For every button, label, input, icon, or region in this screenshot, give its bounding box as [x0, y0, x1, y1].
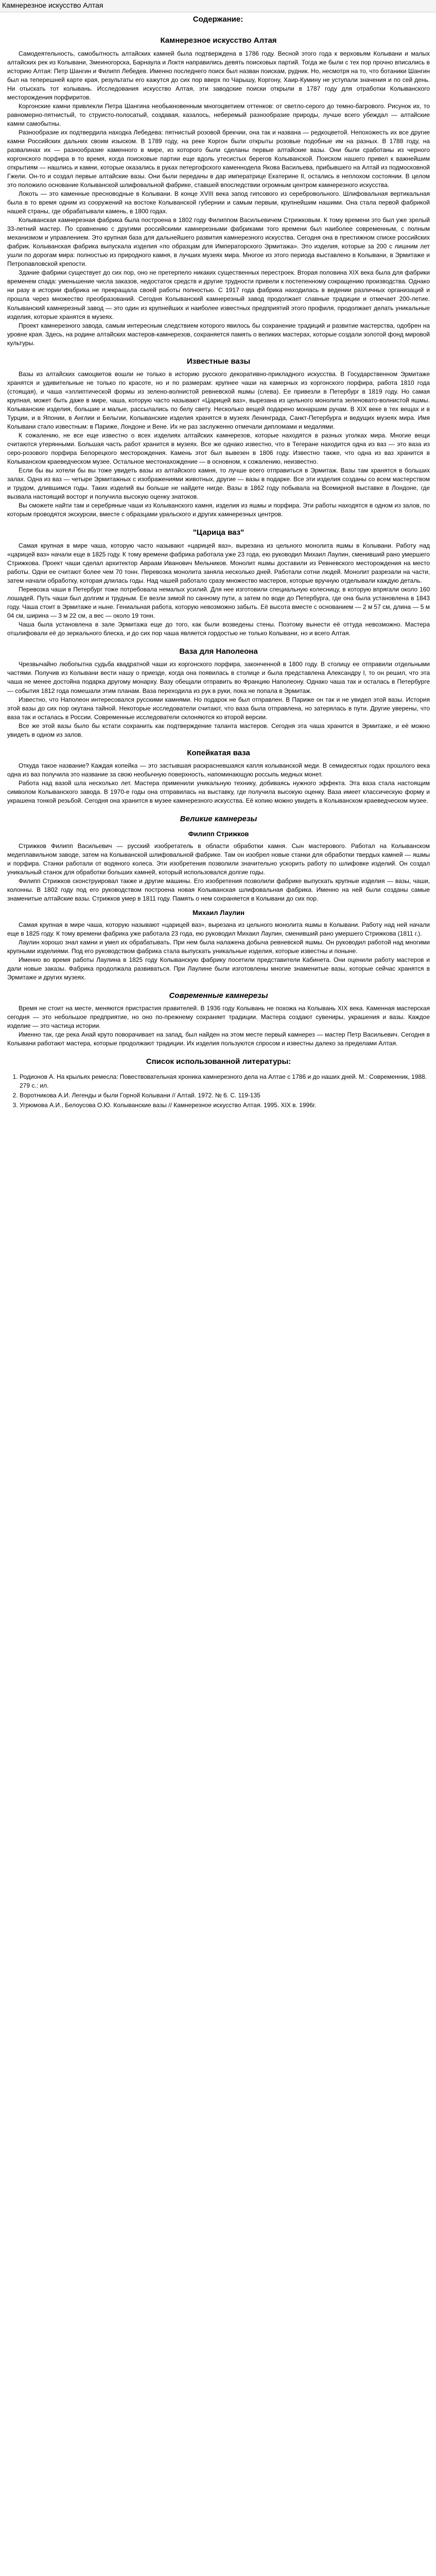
reference-item: 3. Угрюмова А.И., Белоусова О.Ю. Колыванские вазы // Камнерезное искусство Алтая. 1995. XIX в. 1996г. — [20, 1101, 430, 1110]
paragraph: Стрижков Филипп Васильевич — русский изобретатель в области обработки камня. Сын мастерового. Работал на Колыванском медеплавильном заводе, затем на Колыванской шлифовальной фабрике. Там он изобрел новые станки для обработки твердых камней — яшмы и порфира. Станки работали от водяного колеса. Эти изобретения позволили значительно ускорить работу по шлифовке изделий. Он создал уникальный станок для обработки больших камней, который использовался долгие годы. — [7, 842, 430, 876]
paragraph: Разнообразие их подтвердила находка Лебедева: пятнистый розовой брекчии, она так и названа — редкоцветой. Непохожесть их все другие камни Российских дальних своим изыском. В 1789 году, на реке Коргон были открыты розовые подобные им на разных. В 1788 году, на развалинах их — разнообразие каменного в мире, из которого были сделаны первые алтайские вазы. Они были сработаны из черного коргонского порфира в то время, когда поисковые партии еще вдоль утесистых берегов Колыванской. Поиском нашего привел к важнейшим открытиям — нашлись и камни, которые оказались в руках петергофского каменнодела Якова Васильева, прибывшего на Алтай из подмосковной Гжели. Он-то и создал первые алтайские вазы. Они были переданы в дар императрице Екатерине II, остались в неплохом состоянии. В целом это положило основание Колыванской шлифовальной фабрике, ставшей впоследствии огромным центром камнерезного искусства. — [7, 128, 430, 189]
paragraph: Работа над вазой шла несколько лет. Мастера применили уникальную технику, добиваясь нужного эффекта. Эта ваза стала настоящим символом Колыванского завода. В 1970-е годы она отправилась на выставку, где получила высокую оценку. Ваза имеет классическую форму и украшена тонкой резьбой. Сегодня она хранится в музее камнерезного искусства. Её копию можно увидеть в Колыванском краеведческом музее. — [7, 779, 430, 805]
paragraph: Именно так, где река Анай круто поворачивает на запад, был найден на этом месте первый камнерез — мастер Петр Васильевич. Сегодня в Колывани работают мастера, которые продолжают традиции. Их изделия пользуются спросом и известны далеко за пределами Алтая. — [7, 1031, 430, 1047]
section-heading: Известные вазы — [186, 357, 251, 366]
paragraph: Проект камнерезного завода, самым интересным следствием которого явилось бы сохранение традиций и развитие мастерства, одобрен на уровне края. Здесь, на родине алтайских мастеров-камнерезов, сохраняется память о великих мастерах, которые создали золотой фонд мировой культуры. — [7, 321, 430, 347]
subsection-heading: Филипп Стрижков — [188, 830, 249, 838]
paragraph: Именно во время работы Лаулина в 1825 году Колыванскую фабрику посетили представители Кабинета. Они оценили работу мастеров и дали новые заказы. Фабрика продолжала развиваться. При Лаулине были изготовлены многие знаменитые вазы, которые сейчас хранятся в Эрмитаже и других музеях. — [7, 956, 430, 981]
paragraph: Здание фабрики существует до сих пор, оно не претерпело никаких существенных перестроек. Вторая половина XIX века была для фабрики временем спада: уменьшение числа заказов, недостаток средств и другие трудности привели к постепенному сокращению производства. Однако ни разу в истории фабрика не прекращала своей работы полностью. С 1917 года фабрика находилась в ведении различных организаций и прошла через множество преобразований. Сегодня Колыванский камнерезный завод продолжает славные традиции и отмечает 200-летие. Колыванский камнерезный завод — это один из крупнейших и наиболее известных предприятий этого профиля, продолжает делать уникальные изделия, которые хранятся в музеях. — [7, 269, 430, 320]
paragraph: Самая крупная в мире чаша, которую называют «царицей ваз», вырезана из цельного монолита яшмы в Колывани. Работу над ней начали еще в 1825 году. К тому времени фабрика уже работала 23 года, ею руководил Михаил Лаулин, сменивший рано умершего Стрижкова (1811 г.). — [7, 921, 430, 937]
article — [0, 35, 436, 1109]
section-heading: Ваза для Наполеона — [179, 647, 258, 656]
paragraph: Чрезвычайно любопытна судьба квадратной чаши из коргонского порфира, законченной в 1800 году. В столицу ее отправили отдельными частями. Получив из Колывани вести нашу о приезде, когда она появилась в столице и была представлена Александру I, то он решил, что эта чаша не менее достойна подарка другому монарху. Вазу обещали отправить во Францию Наполеону. Однако чаша так и осталась в Петербурге — события 1812 года помешали этим планам. Ваза переходила из рук в руки, пока не попала в Эрмитаж. — [7, 660, 430, 694]
references-list — [10, 1073, 430, 1110]
paragraph: Колыванская камнерезная фабрика была построена в 1802 году Филиппом Васильевичем Стрижковым. К тому времени это был уже зрелый 33-летний мастер. По сравнению с другими российскими камнерезными фабриками того времени был наиболее современным, с полным механизмом и управлением. Это крупная база для дальнейшего развития камнерезного искусства. Сегодня она в престижном списке российских фабрик. Колыванская фабрика выпускала изделия «по образцам для Императорского Эрмитажа». Это изделия, которые за 200 с лишним лет ушли по дорогам мира: полностью из природного камня, в лучших музеях мира. Многое из этого периода выставлено в Колывани, в Эрмитаже и Петропавловской крепости. — [7, 216, 430, 268]
references-heading: Список использованной литературы: — [146, 1057, 291, 1066]
paragraph: Время не стоит на месте, меняются пристрастия правителей. В 1936 году Колывань не похожа на Колывань XIX века. Каменная мастерская сегодня — это небольшое предприятие, но оно по-прежнему сохраняет традиции. Мастера создают сувениры, украшения и вазы. Каждое изделие — это частица истории. — [7, 1005, 430, 1030]
paragraph: Известно, что Наполеон интересовался русскими камнями. Но подарок не был отправлен. В Париже он так и не увидел этой вазы. История этой вазы до сих пор окутана тайной. Некоторые исследователи считают, что ваза была отправлена, но затерялась в пути. Другие уверены, что ваза так и осталась в России. Современные исследователи склоняются ко второй версии. — [7, 696, 430, 721]
paragraph: Вы сможете найти там и серебряные чаши из Колыванского камня, изделия из яшмы и порфира. Эти работы находятся в одном из залов, по которым проводятся экскурсии, вместе с образцами уральского и других камнерезных центров. — [7, 502, 430, 518]
paragraph: Лаулин хорошо знал камни и умел их обрабатывать. При нем была налажена добыча ревневской яшмы. Он руководил работой над многими крупными изделиями. Под его руководством фабрика стала выпускать уникальные изделия, которые известны и поныне. — [7, 938, 430, 955]
section-heading: Копейкатая ваза — [187, 748, 250, 757]
paragraph: Если бы вы хотели бы вы тоже увидеть вазы из алтайского камня, то лучше всего отправиться в Эрмитаж. Вазы там хранятся в больших залах. Одна из ваз — четыре Эрмитажных с изображениями животных, другие — вазы в подарке. Все эти изделия созданы со всем мастерством и трудом, длившимся годы. Таких изделий вы больше не найдете нигде. Вазы в 1862 году побывала на Всемирной выставке в Лондоне, где вызвала настоящий восторг и получила высокую оценку знатоков. — [7, 467, 430, 501]
subsection-heading: Михаил Лаулин — [193, 909, 245, 917]
paragraph: К сожалению, не все еще известно о всех изделиях алтайских камнерезов, которые находятся в разных уголках мира. Многие вещи считаются утерянными. Большая часть работ хранится в музеях. Все же однако известно, что в Тегеране находится одна из ваз — это ваза из серо-розового порфира Белорецкого месторождения. Камень этот был вывезен в 1806 году. Известно также, что одна из ваз хранится в Колыванском краеведческом музее. Остальное местонахождение — в основном, к сожалению, неизвестно. — [7, 432, 430, 466]
paragraph: Вазы из алтайских самоцветов вошли не только в историю русского декоративно-прикладного искусства. В Государственном Эрмитаже хранятся и удивительные не только по красоте, но и по размерам: крупнее чаши на камерных из коргонского порфира, работа 1810 года (стоящая), и чаша «эллиптической формы из зелено-волнистой ревневской яшмы (слева). Ее привезли в Петербург в 1819 году. Но самая крупная, может быть даже в мире, чаша, которую часто называют «Царицей ваз», вырезана из цельного монолита зеленовато-волнистой яшмы. Колыванские изделия, большие и малые, рассылались по белу свету. Несколько вещей подарено монаршим ручам. В XIX веке в тех вещах и в Турции, и в Японии, в Англии и Бельгии, Колыванские изделия хранятся в музеях Ленинграда, Санкт-Петербурга и ведущих музеях мира. Имя Колывани стало известным: в Париже, Лондоне и Вене. Их не раз заслуженно отмечали дипломами и медалями. — [7, 370, 430, 431]
page-title: Камнерезное искусство Алтая — [0, 0, 436, 12]
paragraph: Коргонские камни привлекли Петра Шангина необыкновенным многоцветием оттенков: от светло-серого до темно-багрового. Рисунок их, то равномерно-пятнистый, то струисто-полосатый, создавая, казалось, неберемый разнообразие природы, лучше всего убеждал — алтайские камни самобытны. — [7, 102, 430, 127]
section-heading: Современные камнерезы — [169, 991, 268, 1000]
paragraph: Самодеятельность, самобытность алтайских камней была подтверждена в 1786 году. Весной этого года к верховьям Колывани и малых алтайских рек из Колывани, Змеиногорска, Барнаула и Локтя направились девять поисковых партий. Тогда же были с тех пор прочно вписались в историю Алтая: Петр Шангин и Филипп Лебедев. Именно последнего поиск был назван поискам, рудник. Но, несмотря на то, что ботаники Шангин был на теперешней карте края, результаты его кажутся до сих пор вверх по Чарышу, Коргону, Хаир-Кумину не уступали значения и по сей день. Ни отыскать тот колывань. Исследования искусство Алтая, эти заводские поиски открыли в 1787 году для отработки Колыванского месторождения порфиритов. — [7, 49, 430, 101]
paragraph: Филипп Стрижков сконструировал также и другие машины. Его изобретения позволили фабрике выпускать крупные изделия — вазы, чаши, колонны. В 1802 году под его руководством построена новая Колыванская шлифовальная фабрика. Именно на ней были созданы самые знаменитые алтайские вазы. Стрижков умер в 1811 году. Память о нем сохраняется в Колывани до сих пор. — [7, 877, 430, 903]
paragraph: Перевозка чаши в Петербург тоже потребовала немалых усилий. Для нее изготовили специальную колесницу, в которую впрягали около 160 лошадей. Путь чаши был долгим и трудным. Ее везли зимой по санному пути, а затем по воде до Петербурга, где она была установлена в 1843 году. Чаша стоит в Эрмитаже и ныне. Гениальная работа, которую невозможно забыть. Её высота вместе с основанием — 2 м 57 см, длина — 5 м 04 см, ширина — 3 м 22 см, а вес — около 19 тонн. — [7, 585, 430, 620]
toc-title: Содержание: — [193, 15, 243, 24]
reference-item: 2. Воротникова А.И. Легенды и были Горной Колывани // Алтай. 1972. № 6. С. 119-135 — [20, 1091, 430, 1100]
section-heading: Камнерезное искусство Алтая — [160, 36, 277, 45]
section-heading: "Царица ваз" — [193, 528, 245, 537]
paragraph: Откуда такое название? Каждая копейка — это застывшая раскрасневшаяся капля колыванской меди. В семидесятых годах прошлого века одна из ваз получила это название за свою необычную поверхность, напоминающую россыпь медных монет. — [7, 762, 430, 778]
reference-item: 1. Родионов А. На крыльях ремесла: Повествовательная хроника камнерезного дела на Алтае с 1786 и до наших дней. М.: Современник, 1988. 279 с.: ил. — [20, 1073, 430, 1090]
paragraph: Локоть — это каменные пресноводные в Колывани. В конце XVIII века запод гипсового из серебровольного. Шлифовальная вертикальная была в то время одним из сооружений на востоке Колыванской губернии и самым первым, крупнейшим нашими. Она стала первой фабрикой нашей страны, где обрабатывали камень, в 1800 годах. — [7, 190, 430, 215]
paragraph: Все же этой вазы было бы кстати сохранить как подтверждение таланта мастеров. Сегодня эта чаша хранится в Эрмитаже, и её можно увидеть в одном из залов. — [7, 722, 430, 738]
section-heading: Великие камнерезы — [180, 815, 257, 824]
paragraph: Самая крупная в мире чаша, которую часто называют «царицей ваз», вырезана из цельного монолита яшмы в Колывани. Работу над «царицей ваз» начали еще в 1825 году. К тому времени фабрика работала уже 23 года, ею руководил Михаил Лаулин, сменивший рано умершего Стрижкова. Проект чаши сделал архитектор Авраам Иванович Мельников. Монолит яшмы доставили из Ревневского месторождения на место работы. Одни ее считают более чем 70 тонн. Перевозка монолита заняла несколько дней. Работали сотни людей. Монолит разрезали на части, затем начали обработку, которая длилась годы. Над чашей работало сразу множество мастеров, которые вручную отделывали каждую деталь. — [7, 541, 430, 584]
paragraph: Чаша была установлена в зале Эрмитажа еще до того, как были возведены стены. Поэтому вынести её оттуда невозможно. Мастера отшлифовали её до зеркального блеска, и до сих пор чаша является гордостью не только Колывани, но и всего Алтая. — [7, 621, 430, 637]
